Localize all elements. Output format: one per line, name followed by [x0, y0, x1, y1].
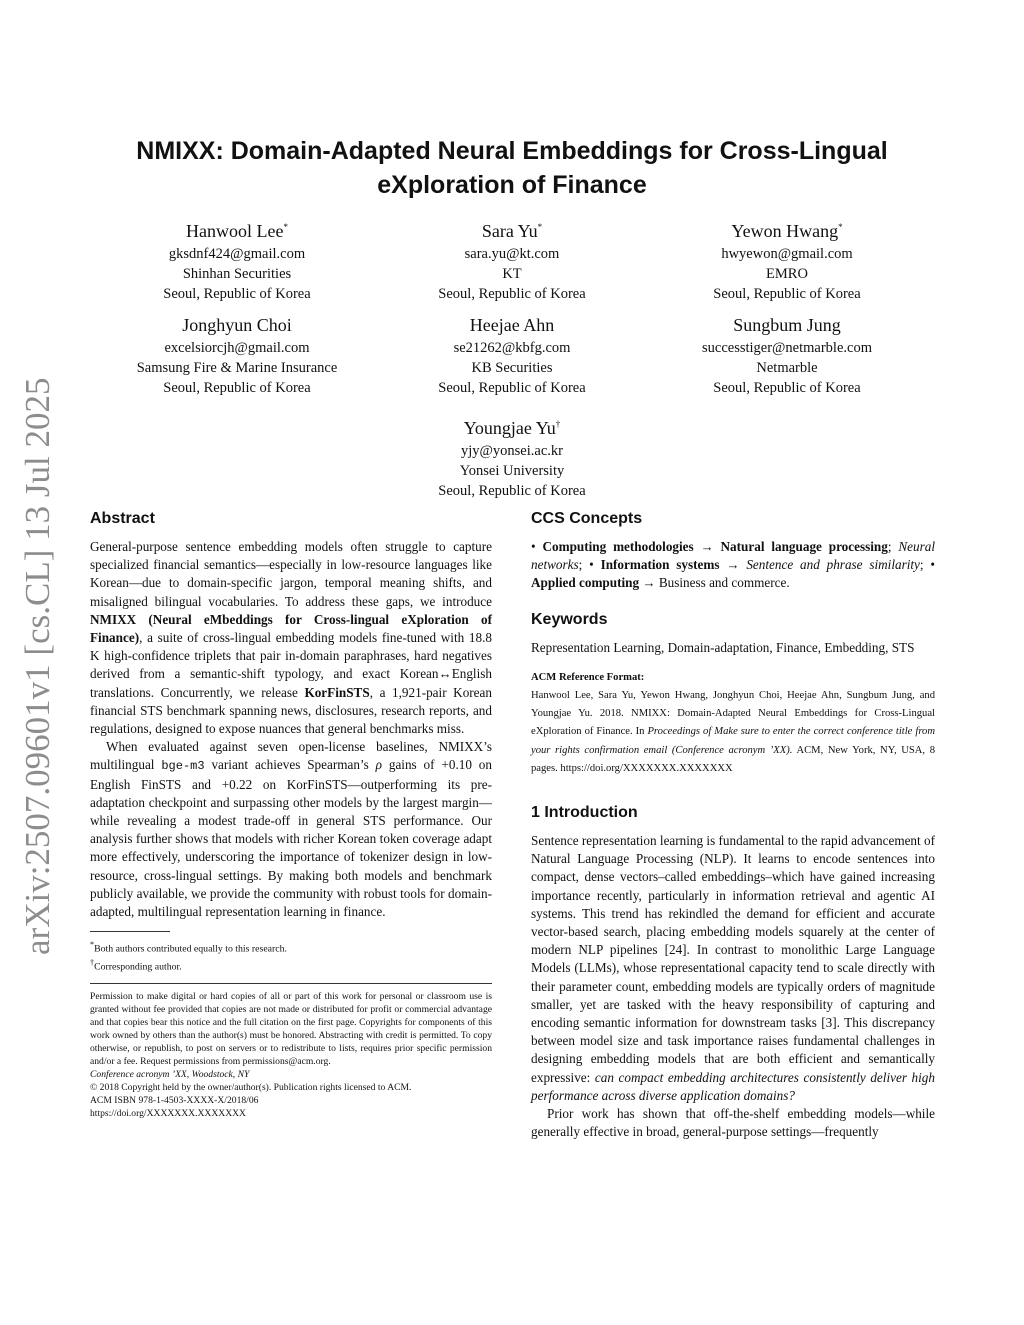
author-name: Yewon Hwang* [731, 221, 843, 241]
right-column [531, 508, 935, 1141]
author-name: Heejae Ahn [469, 315, 555, 335]
author-location: Seoul, Republic of Korea [713, 286, 861, 302]
author-block [657, 314, 917, 398]
footnote-equal-contribution: *Both authors contributed equally to this research. [90, 940, 287, 955]
permission-text: Permission to make digital or hard copies of all or part of this work for personal or classroom use is granted without fee provided that copies are not made or distributed for profit or commercial advantage and that copies bear this notice and the full citation on the first page. Copyrights for components of this work owned by others than the author(s) must be honored. Abstracting with credit is permitted. To copy otherwise, or republish, to post on servers or to redistribute to lists, requires prior specific permission and/or a fee. Request permissions from permissions@acm.org. [90, 990, 492, 1067]
acm-reference-block [531, 669, 935, 778]
abstract-paragraph-1: General-purpose sentence embedding models often struggle to capture specialized financial semantics—especially in low-resource languages like Korean—due to domain-specific jargon, temporal meaning shifts, and misaligned bilingual vocabularies. To address these gaps, we introduce NMIXX (Neural eMbeddings for Cross-lingual eXploration of Finance), a suite of cross-lingual embedding models fine-tuned with 18.8 K high-confidence triplets that pair in-domain paraphrases, hard negatives derived from a semantic-shift typology, and exact Korean↔English translations. Concurrently, we release KorFinSTS, a 1,921-pair Korean financial STS benchmark spanning news, disclosures, research reports, and regulations, designed to expose nuances that general benchmarks miss. [90, 539, 492, 737]
permission-block [90, 983, 492, 1120]
doi-link[interactable]: https://doi.org/XXXXXXX.XXXXXXX [90, 1107, 246, 1119]
acm-reference-proceedings: Proceedings of Make sure to enter the correct conference title from your rights confirmation email (Conference acronym ’XX). [531, 726, 935, 756]
author-affiliation: Netmarble [756, 360, 818, 376]
author-name: Sara Yu* [481, 221, 543, 241]
author-email[interactable]: gksdnf424@gmail.com [168, 246, 306, 262]
author-affiliation: KB Securities [471, 360, 553, 376]
author-name: Hanwool Lee* [186, 221, 288, 241]
acm-reference-heading: ACM Reference Format: [531, 671, 645, 683]
arxiv-identifier-stamp: arXiv:2507.09601v1 [cs.CL] 13 Jul 2025 [18, 377, 57, 955]
paper-title-line-1: NMIXX: Domain-Adapted Neural Embeddings for Cross-Lingual [136, 137, 888, 165]
abstract-paragraph-2: When evaluated against seven open-license baselines, NMIXX’s multilingual bge-m3 variant achieves Spearman’s ρ gains of +0.10 on English FinSTS and +0.22 on KorFinSTS—outperforming its pre-adaptation checkpoint and surpassing other models by the largest margin—while revealing a modest trade-off in general STS performance. Our analysis further shows that models with richer Korean token coverage adapt more effectively, underscoring the importance of tokenizer design in low-resource, cross-lingual settings. By making both models and benchmark publicly available, we provide the community with robust tools for domain-adapted, multilingual representation learning in finance. [90, 739, 492, 920]
author-location: Seoul, Republic of Korea [438, 286, 586, 302]
author-email[interactable]: yjy@yonsei.ac.kr [461, 443, 563, 459]
conference-venue: Conference acronym ’XX, Woodstock, NY [90, 1068, 250, 1080]
ccs-heading: CCS Concepts [531, 510, 643, 527]
author-block [657, 216, 917, 304]
author-location: Seoul, Republic of Korea [163, 380, 311, 396]
introduction-heading: 1 Introduction [531, 804, 638, 822]
author-affiliation: Shinhan Securities [182, 266, 292, 282]
keywords-text: Representation Learning, Domain-adaptation, Finance, Embedding, STS [531, 639, 915, 655]
paper-title [80, 134, 944, 202]
introduction-paragraph-2: Prior work has shown that off-the-shelf embedding models—while generally effective in broad, general-purpose settings—frequently [531, 1106, 935, 1140]
author-affiliation: Samsung Fire & Marine Insurance [136, 360, 338, 376]
author-affiliation: KT [502, 266, 522, 282]
author-block [107, 314, 367, 398]
acm-reference-text: Hanwool Lee, Sara Yu, Yewon Hwang, Jonghyun Choi, Heejae Ahn, Sungbum Jung, and Youngjae Yu. 2018. NMIXX: Domain-Adapted Neural Embeddings for Cross-Lingual eXploration of Finance. In [531, 690, 935, 738]
footnote-divider [90, 931, 170, 932]
keywords-heading: Keywords [531, 610, 608, 628]
left-column [90, 508, 492, 1120]
author-location: Seoul, Republic of Korea [438, 483, 586, 499]
author-email[interactable]: excelsiorcjh@gmail.com [164, 340, 310, 356]
ccs-concepts-text: • Computing methodologies → Natural language processing; Neural networks; • Information systems → Sentence and phrase similarity; • Applied computing → Business and commerce. [531, 539, 936, 591]
author-block [107, 216, 367, 304]
author-block [382, 314, 642, 398]
author-name: Sungbum Jung [733, 315, 841, 335]
author-affiliation: Yonsei University [459, 463, 565, 479]
copyright-notice: © 2018 Copyright held by the owner/author(s). Publication rights licensed to ACM. [90, 1081, 412, 1093]
footnote-corresponding-author: †Corresponding author. [90, 957, 182, 972]
author-name: Youngjae Yu† [463, 418, 561, 438]
acm-reference-publisher: ACM, New York, NY, USA, 8 pages. https://doi.org/XXXXXXX.XXXXXXX [531, 744, 935, 774]
author-email[interactable]: se21262@kbfg.com [453, 340, 571, 356]
introduction-paragraph-1: Sentence representation learning is fundamental to the rapid advancement of Natural Language Processing (NLP). It learns to encode sentences into compact, dense vectors–called embeddings–which have gained increasing importance recently, particularly in information retrieval and agentic AI systems. This trend has rekindled the demand for efficient and accurate vector-based search, placing embedding models squarely at the center of modern NLP pipelines [24]. In contrast to monolithic Large Language Models (LLMs), whose representational capacity tend to scale directly with their parameter count, embedding models are typically orders of magnitude smaller, yet are tasked with the heavy responsibility of capturing and encoding semantic information for downstream tasks [3]. This discrepancy between model size and task importance raises fundamental challenges in designing embedding models that are both efficient and semantically expressive: can compact embedding architectures consistently deliver high performance across diverse application domains? [531, 833, 935, 1103]
author-block [382, 216, 642, 304]
author-block [382, 413, 642, 501]
author-location: Seoul, Republic of Korea [163, 286, 311, 302]
author-affiliation: EMRO [766, 266, 808, 282]
author-location: Seoul, Republic of Korea [713, 380, 861, 396]
author-name: Jonghyun Choi [182, 315, 292, 335]
paper-title-line-2: eXploration of Finance [377, 171, 647, 199]
author-email[interactable]: sara.yu@kt.com [464, 246, 560, 262]
author-location: Seoul, Republic of Korea [438, 380, 586, 396]
author-email[interactable]: successtiger@netmarble.com [702, 340, 872, 356]
abstract-heading: Abstract [90, 510, 155, 527]
author-email[interactable]: hwyewon@gmail.com [721, 246, 853, 262]
acm-isbn: ACM ISBN 978-1-4503-XXXX-X/2018/06 [90, 1094, 259, 1106]
